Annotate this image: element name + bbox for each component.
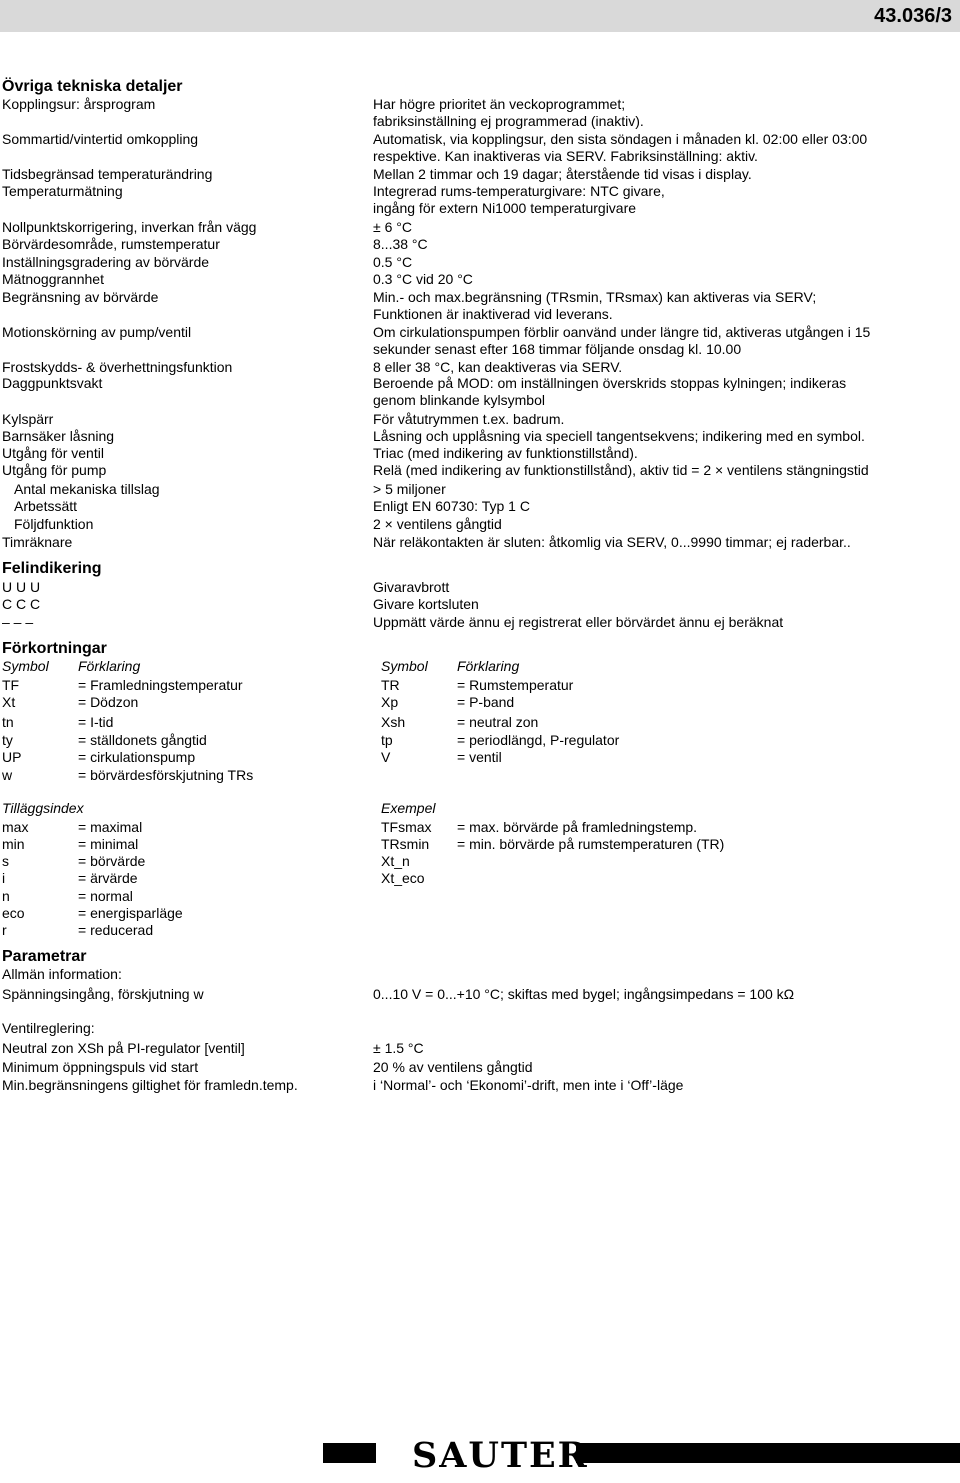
tech-value: sekunder senast efter 168 timmar följande onsdag kl. 10.00 [373,341,742,357]
tech-value: Mellan 2 timmar och 19 dagar; återstående tid visas i display. [373,166,752,182]
example-explanation: = min. börvärde på rumstemperaturen (TR) [457,836,725,852]
tech-label: Frostskydds- & överhettningsfunktion [2,359,233,375]
tech-label: Följdfunktion [14,516,94,532]
error-code: C C C [2,596,41,612]
abbr-symbol: ty [2,732,13,748]
column-header-symbol-left: Symbol [2,658,49,674]
column-header-symbol-right: Symbol [381,658,428,674]
column-header-explanation-right: Förklaring [457,658,520,674]
tech-value: Enligt EN 60730: Typ 1 C [373,498,530,514]
abbr-symbol: w [2,767,13,783]
index-explanation: = ärvärde [78,870,138,886]
index-explanation: = reducerad [78,922,154,938]
column-header-explanation-left: Förklaring [78,658,141,674]
abbr-symbol: Xt [2,694,16,710]
abbr-explanation: = ställdonets gångtid [78,732,207,748]
tech-value: ingång för extern Ni1000 temperaturgivare [373,200,637,216]
tech-label: Begränsning av börvärde [2,289,159,305]
tech-value: fabriksinställning ej programmerad (inaktiv). [373,113,644,129]
abbr-symbol: Xsh [381,714,406,730]
error-description: Givare kortsluten [373,596,479,612]
tech-label: Motionskörning av pump/ventil [2,324,192,340]
document-number: 43.036/3 [874,5,952,27]
example-explanation: = max. börvärde på framledningstemp. [457,819,698,835]
abbr-explanation: = neutral zon [457,714,539,730]
tech-label: Nollpunktskorrigering, inverkan från vägg [2,219,257,235]
tech-label: Timräknare [2,534,73,550]
tech-label: Daggpunktsvakt [2,375,103,391]
example-symbol: Xt_eco [381,870,425,886]
abbr-explanation: = Framledningstemperatur [78,677,243,693]
abbr-symbol: tp [381,732,393,748]
index-symbol: r [2,922,7,938]
tech-label: Barnsäker låsning [2,428,115,444]
abbr-explanation: = Rumstemperatur [457,677,574,693]
index-symbol: n [2,888,10,904]
tech-value: Automatisk, via kopplingsur, den sista söndagen i månaden kl. 02:00 eller 03:00 [373,131,868,147]
example-symbol: TFsmax [381,819,432,835]
tech-value: Beroende på MOD: om inställningen överskrids stoppas kylningen; indikeras [373,375,847,391]
tech-value: Låsning och upplåsning via speciell tangentsekvens; indikering med en symbol. [373,428,865,444]
abbr-explanation: = periodlängd, P-regulator [457,732,620,748]
tech-label: Temperaturmätning [2,183,123,199]
parameter-label: Minimum öppningspuls vid start [2,1059,199,1075]
sauter-logo-text: SAUTER [412,1435,589,1476]
tech-value: 0.5 °C [373,254,413,270]
tech-label: Börvärdesområde, rumstemperatur [2,236,220,252]
parameters-general-label: Allmän information: [2,966,122,982]
abbr-symbol: UP [2,749,22,765]
abbr-symbol: TR [381,677,400,693]
tech-value: > 5 miljoner [373,481,446,497]
index-symbol: s [2,853,9,869]
voltage-input-value: 0...10 V = 0...+10 °C; skiftas med bygel; ingångsimpedans = 100 kΩ [373,986,795,1002]
example-symbol: Xt_n [381,853,410,869]
index-explanation: = normal [78,888,133,904]
tech-value: Relä (med indikering av funktionstillstånd), aktiv tid = 2 × ventilens stängningstid [373,462,869,478]
abbr-explanation: = börvärdesförskjutning TRs [78,767,254,783]
index-symbol: eco [2,905,25,921]
tech-value: ± 6 °C [373,219,412,235]
abbr-symbol: TF [2,677,20,693]
parameter-value: ± 1.5 °C [373,1040,424,1056]
index-symbol: min [2,836,25,852]
tech-value: respektive. Kan inaktiveras via SERV. Fabriksinställning: aktiv. [373,148,758,164]
index-explanation: = minimal [78,836,139,852]
tech-value: Funktionen är inaktiverad vid leverans. [373,306,613,322]
index-title: Tilläggsindex [2,800,84,816]
error-description: Uppmätt värde ännu ej registrerat eller börvärdet ännu ej beräknat [373,614,784,630]
parameter-label: Min.begränsningens giltighet för framledn.temp. [2,1077,298,1093]
tech-label: Arbetssätt [14,498,78,514]
parameter-value: i ‘Normal’- och ‘Ekonomi’-drift, men inte i ‘Off’-läge [373,1077,684,1093]
tech-label: Sommartid/vintertid omkoppling [2,131,199,147]
error-description: Givaravbrott [373,579,450,595]
valve-control-label: Ventilreglering: [2,1020,95,1036]
example-symbol: TRsmin [381,836,430,852]
abbr-explanation: = Dödzon [78,694,139,710]
section-title-abbreviations: Förkortningar [2,640,107,657]
tech-label: Antal mekaniska tillslag [14,481,160,497]
tech-label: Utgång för pump [2,462,107,478]
tech-value: Integrerad rums-temperaturgivare: NTC givare, [373,183,665,199]
tech-label: Inställningsgradering av börvärde [2,254,210,270]
parameter-label: Neutral zon XSh på PI-regulator [ventil] [2,1040,245,1056]
index-symbol: i [2,870,6,886]
section-title-parameters: Parametrar [2,948,87,965]
abbr-symbol: Xp [381,694,399,710]
parameter-value: 20 % av ventilens gångtid [373,1059,533,1075]
index-symbol: max [2,819,29,835]
tech-label: Tidsbegränsad temperaturändring [2,166,213,182]
tech-value: Triac (med indikering av funktionstillstånd). [373,445,638,461]
header-bar [0,0,960,32]
section-title-error-indication: Felindikering [2,560,102,577]
tech-value: Min.- och max.begränsning (TRsmin, TRsmax) kan aktiveras via SERV; [373,289,817,305]
tech-value: Har högre prioritet än veckoprogrammet; [373,96,626,112]
abbr-symbol: tn [2,714,14,730]
tech-value: Om cirkulationspumpen förblir oanvänd under längre tid, aktiveras utgången i 15 [373,324,871,340]
abbr-symbol: V [381,749,391,765]
tech-label: Kylspärr [2,411,54,427]
index-explanation: = maximal [78,819,143,835]
tech-value: 8...38 °C [373,236,428,252]
error-code: U U U [2,579,41,595]
tech-value: När reläkontakten är sluten: åtkomlig via SERV, 0...9990 timmar; ej raderbar.. [373,534,851,550]
example-title: Exempel [381,800,436,816]
index-explanation: = börvärde [78,853,146,869]
error-code: – – – [2,614,34,630]
tech-value: 2 × ventilens gångtid [373,516,502,532]
tech-value: 0.3 °C vid 20 °C [373,271,473,287]
abbr-explanation: = P-band [457,694,515,710]
tech-label: Kopplingsur: årsprogram [2,96,156,112]
tech-value: För våtutrymmen t.ex. badrum. [373,411,565,427]
tech-value: genom blinkande kylsymbol [373,392,545,408]
abbr-explanation: = I-tid [78,714,114,730]
tech-label: Utgång för ventil [2,445,104,461]
abbr-explanation: = ventil [457,749,502,765]
index-explanation: = energisparläge [78,905,183,921]
tech-value: 8 eller 38 °C, kan deaktiveras via SERV. [373,359,623,375]
tech-label: Mätnoggrannhet [2,271,104,287]
voltage-input-label: Spänningsingång, förskjutning w [2,986,204,1002]
section-title-technical: Övriga tekniska detaljer [2,78,183,95]
footer-code: 7 143036 003 M7 [815,1445,901,1457]
abbr-explanation: = cirkulationspump [78,749,196,765]
